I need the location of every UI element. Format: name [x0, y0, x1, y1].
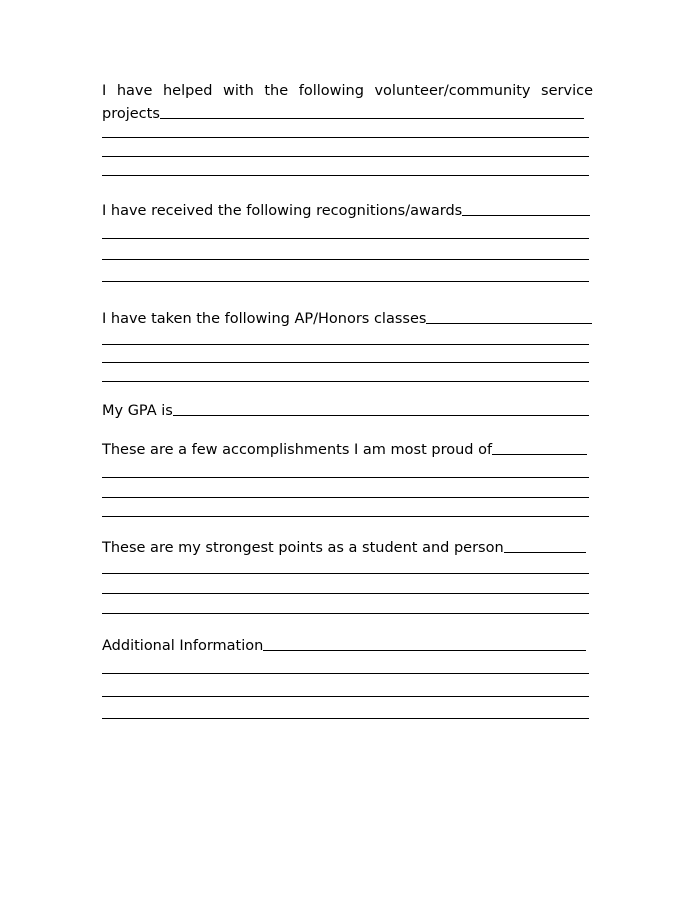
- accomplishments-field[interactable]: [102, 438, 587, 458]
- volunteer-prompt-line2: projects: [102, 106, 160, 122]
- answer-line[interactable]: [102, 613, 589, 614]
- answer-line[interactable]: [160, 117, 584, 119]
- strongest-points-field[interactable]: [102, 536, 586, 556]
- answer-line[interactable]: [102, 238, 589, 239]
- strongest-points-prompt: These are my strongest points as a student and person: [102, 540, 504, 556]
- answer-line[interactable]: [173, 414, 589, 416]
- answer-line[interactable]: [504, 551, 586, 553]
- answer-line[interactable]: [102, 259, 589, 260]
- answer-line[interactable]: [102, 156, 589, 157]
- answer-line[interactable]: [102, 344, 589, 345]
- answer-line[interactable]: [102, 573, 589, 574]
- awards-field[interactable]: [102, 199, 590, 219]
- answer-line[interactable]: [102, 381, 589, 382]
- additional-info-prompt: Additional Information: [102, 638, 264, 654]
- answer-line[interactable]: [102, 175, 589, 176]
- answer-line[interactable]: [263, 649, 586, 651]
- answer-line[interactable]: [102, 281, 589, 282]
- answer-line[interactable]: [492, 453, 587, 455]
- answer-line[interactable]: [102, 673, 589, 674]
- gpa-prompt: My GPA is: [102, 403, 173, 419]
- answer-line[interactable]: [102, 516, 589, 517]
- answer-line[interactable]: [102, 593, 589, 594]
- answer-line[interactable]: [102, 696, 589, 697]
- answer-line[interactable]: [102, 362, 589, 363]
- volunteer-prompt-line1: I have helped with the following volunteer/community service: [102, 83, 593, 99]
- awards-prompt: I have received the following recognitions/awards: [102, 203, 463, 219]
- ap-classes-field[interactable]: [102, 307, 592, 327]
- accomplishments-prompt: These are a few accomplishments I am most proud of: [102, 442, 493, 458]
- answer-line[interactable]: [426, 322, 592, 324]
- answer-line[interactable]: [102, 477, 589, 478]
- answer-line[interactable]: [102, 718, 589, 719]
- gpa-field[interactable]: [102, 399, 589, 419]
- additional-info-field[interactable]: [102, 634, 586, 654]
- ap-classes-prompt: I have taken the following AP/Honors classes: [102, 311, 427, 327]
- answer-line[interactable]: [102, 497, 589, 498]
- volunteer-field[interactable]: [102, 102, 584, 122]
- answer-line[interactable]: [102, 137, 589, 138]
- answer-line[interactable]: [462, 214, 590, 216]
